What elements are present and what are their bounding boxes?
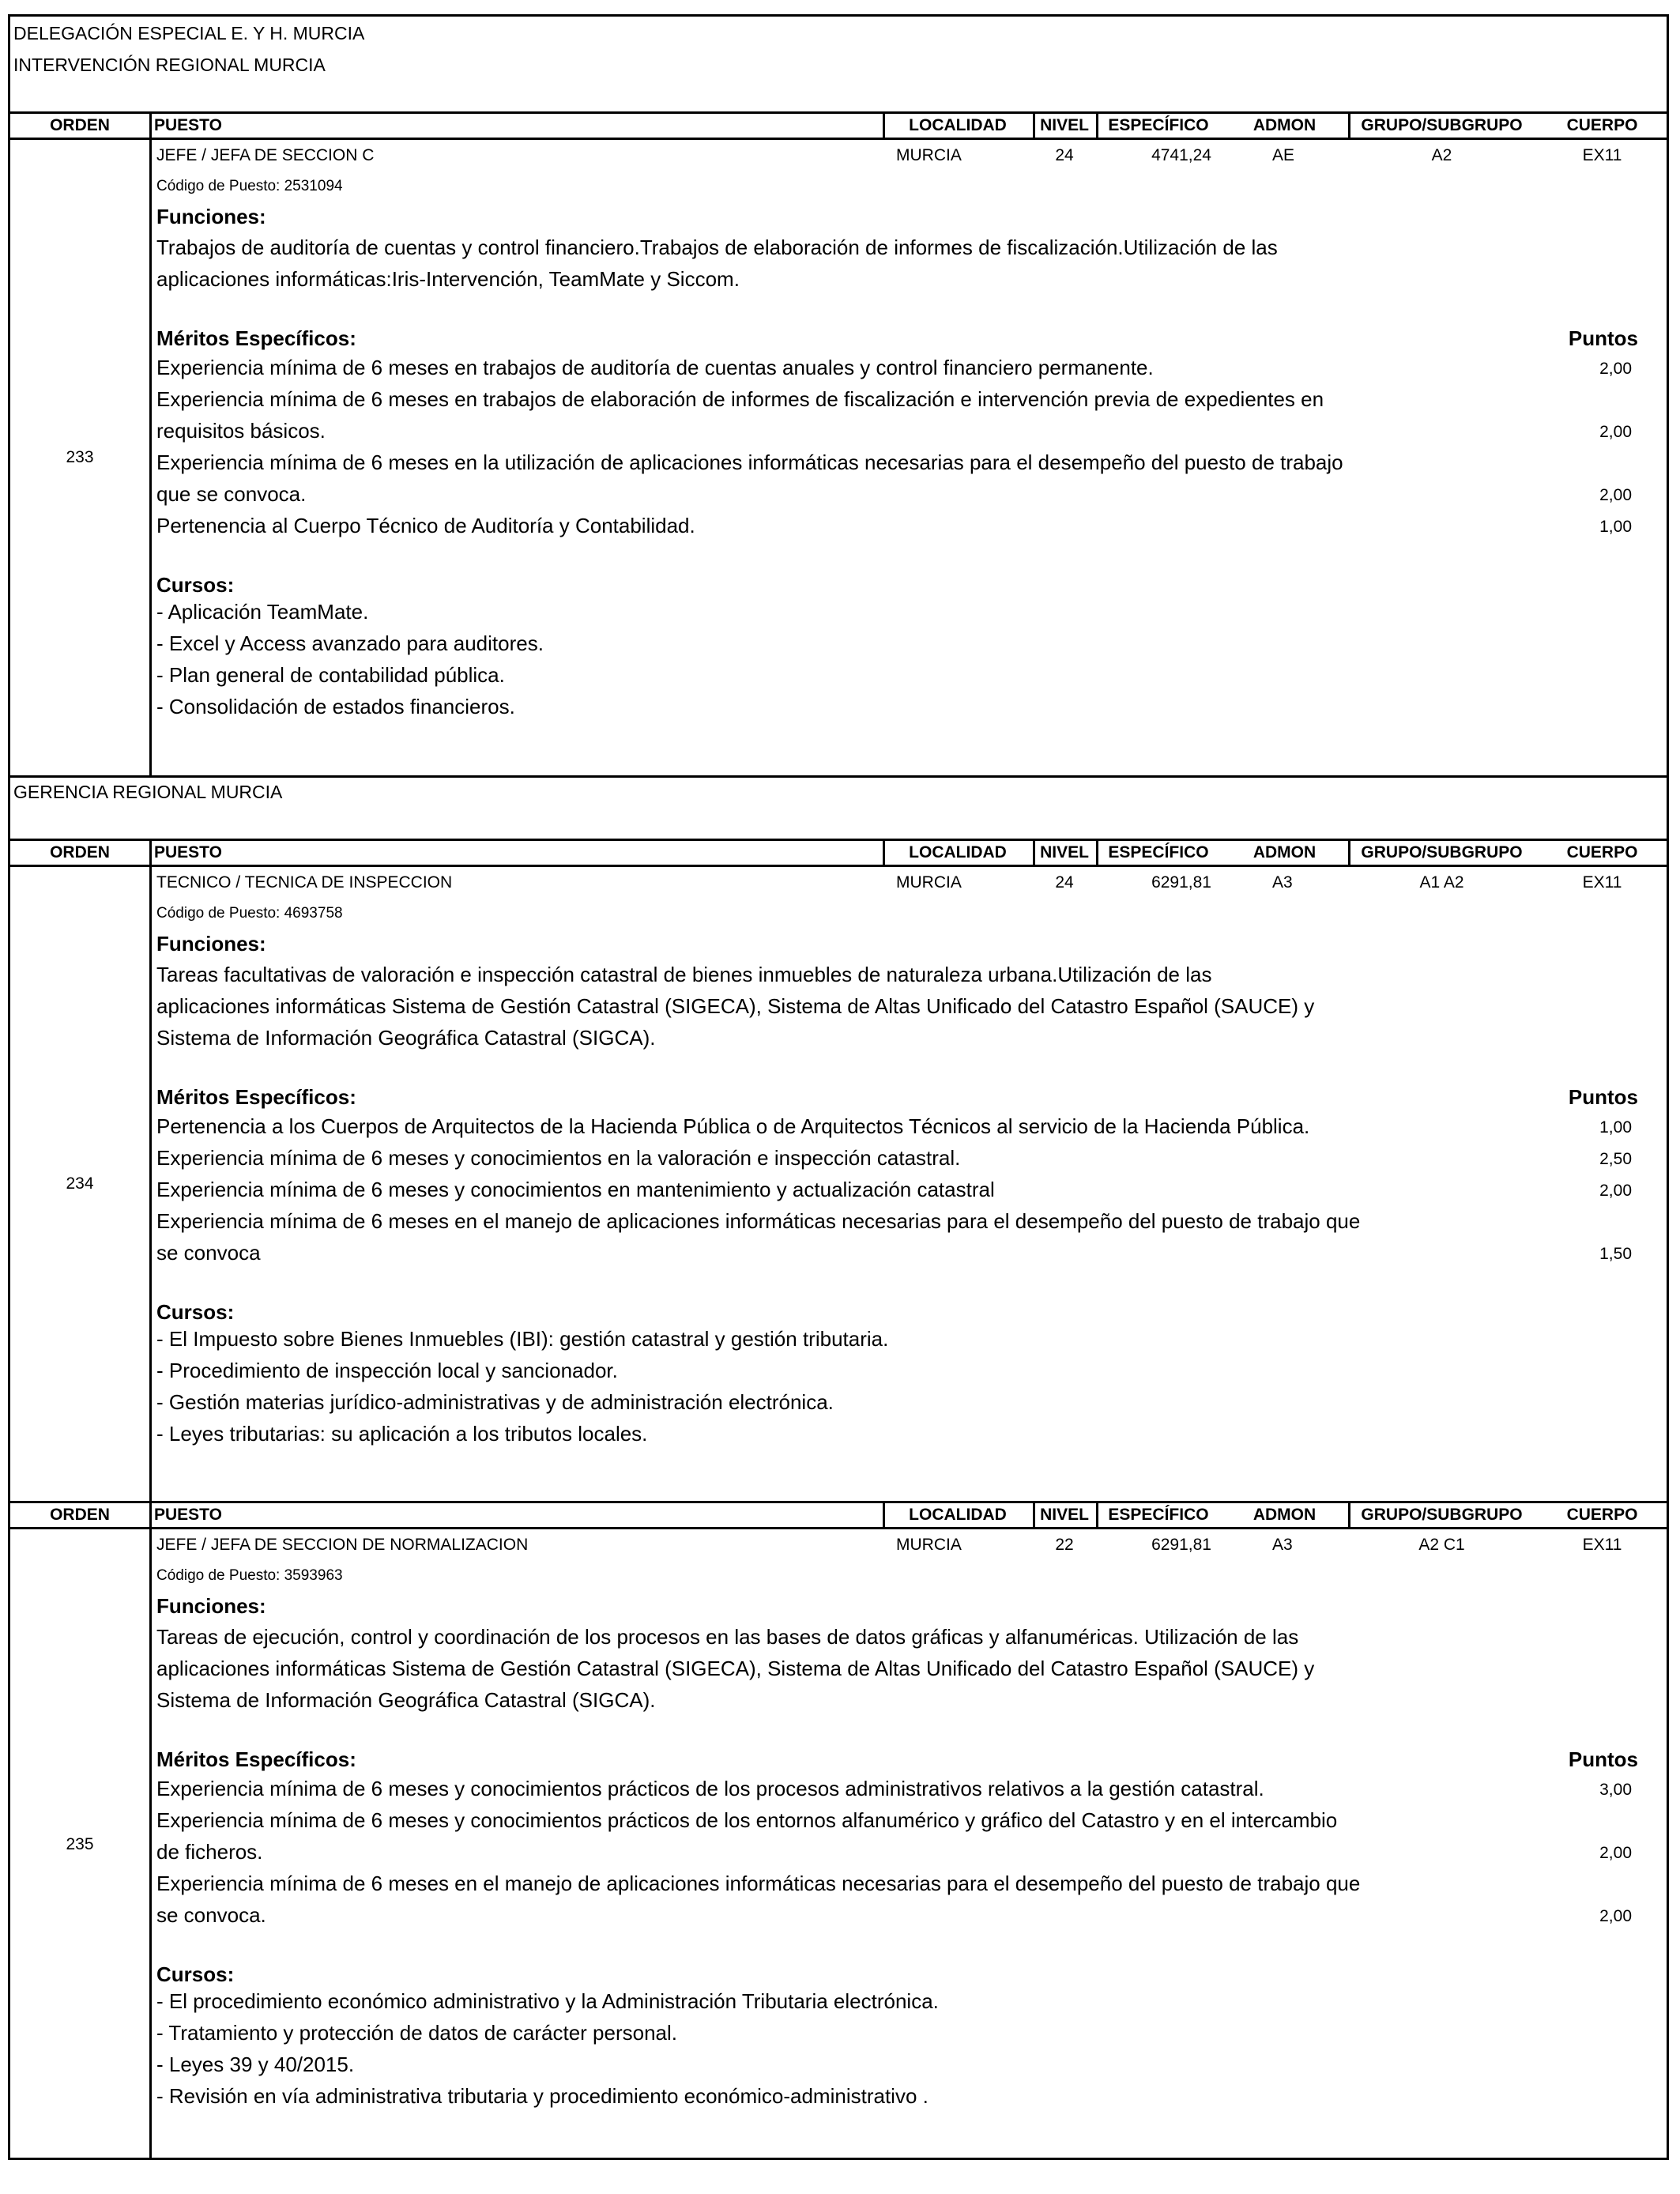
column-header-admon: ADMON <box>1252 1506 1317 1524</box>
cursos-title: Cursos: <box>156 1962 235 1986</box>
column-header-cuerpo: CUERPO <box>1566 843 1638 861</box>
job-admon: A3 <box>1272 873 1293 892</box>
column-header-gruposubgrupo: GRUPO/SUBGRUPO <box>1361 116 1523 134</box>
puesto-title: JEFE / JEFA DE SECCION DE NORMALIZACION <box>156 1536 529 1554</box>
merito-puntos: 1,50 <box>1599 1245 1632 1263</box>
merito-puntos: 3,00 <box>1599 1781 1632 1799</box>
merito-line: se convoca <box>156 1241 261 1265</box>
meritos-title: Méritos Específicos: <box>156 1747 356 1771</box>
curso-item: - El procedimiento económico administrativo y la Administración Tributaria electrónica. <box>156 1989 939 2013</box>
merito-line: Pertenencia a los Cuerpos de Arquitectos de la Hacienda Pública o de Arquitectos Técnicos al servicio de la Hacienda Pública. <box>156 1114 1310 1138</box>
curso-item: - Excel y Access avanzado para auditores. <box>156 631 544 655</box>
merito-puntos: 2,00 <box>1599 1844 1632 1862</box>
column-divider <box>149 841 152 865</box>
column-divider <box>1096 1503 1098 1527</box>
column-divider <box>1096 114 1098 138</box>
orden-divider <box>149 867 152 1501</box>
curso-item: - Revisión en vía administrativa tributaria y procedimiento económico-administrativo . <box>156 2084 929 2108</box>
job-admon: A3 <box>1272 1536 1293 1554</box>
funciones-title: Funciones: <box>156 932 266 956</box>
column-divider <box>1348 841 1350 865</box>
funciones-title: Funciones: <box>156 1594 266 1618</box>
section-header-line: GERENCIA REGIONAL MURCIA <box>13 782 283 802</box>
column-header-orden: ORDEN <box>50 1506 110 1524</box>
funciones-title: Funciones: <box>156 205 266 228</box>
job-admon: AE <box>1272 146 1295 164</box>
column-divider <box>149 1503 152 1527</box>
merito-puntos: 2,00 <box>1599 360 1632 378</box>
codigo-de-puesto: Código de Puesto: 4693758 <box>156 905 343 922</box>
curso-item: - Leyes 39 y 40/2015. <box>156 2053 355 2076</box>
merito-puntos: 2,00 <box>1599 423 1632 441</box>
job-especifico: 6291,81 <box>1151 873 1211 892</box>
cursos-title: Cursos: <box>156 1300 235 1324</box>
merito-line: Experiencia mínima de 6 meses en trabajos de auditoría de cuentas anuales y control financiero permanente. <box>156 356 1154 379</box>
column-header-puesto: PUESTO <box>154 1506 222 1524</box>
merito-puntos: 2,50 <box>1599 1150 1632 1168</box>
merito-line: Experiencia mínima de 6 meses y conocimientos prácticos de los entornos alfanumérico y gráfico del Catastro y en el intercambio <box>156 1808 1338 1832</box>
job-nivel: 24 <box>1055 146 1074 164</box>
merito-puntos: 2,00 <box>1599 1907 1632 1925</box>
column-divider <box>1348 1503 1350 1527</box>
funciones-line: Trabajos de auditoría de cuentas y control financiero.Trabajos de elaboración de informes de fiscalización.Utilización de las <box>156 236 1278 259</box>
orden-number: 233 <box>66 448 94 466</box>
column-header-localidad: LOCALIDAD <box>909 1506 1007 1524</box>
curso-item: - Procedimiento de inspección local y sancionador. <box>156 1359 618 1382</box>
column-header-cuerpo: CUERPO <box>1566 1506 1638 1524</box>
orden-number: 234 <box>66 1174 94 1193</box>
job-grupo: A1 A2 <box>1419 873 1464 892</box>
merito-puntos: 1,00 <box>1599 518 1632 536</box>
column-header-puesto: PUESTO <box>154 116 222 134</box>
column-divider <box>149 114 152 138</box>
column-divider <box>1033 1503 1035 1527</box>
merito-line: Pertenencia al Cuerpo Técnico de Auditoría y Contabilidad. <box>156 514 695 537</box>
orden-number: 235 <box>66 1835 94 1853</box>
column-header-nivel: NIVEL <box>1040 843 1089 861</box>
funciones-line: Tareas de ejecución, control y coordinación de los procesos en las bases de datos gráficas y alfanuméricas. Utilización de las <box>156 1625 1299 1649</box>
meritos-title: Méritos Específicos: <box>156 1085 356 1109</box>
section-divider <box>10 775 1667 778</box>
job-grupo: A2 <box>1431 146 1452 164</box>
column-header-cuerpo: CUERPO <box>1566 116 1638 134</box>
merito-line: Experiencia mínima de 6 meses en el manejo de aplicaciones informáticas necesarias para el desempeño del puesto de trabajo que <box>156 1209 1361 1233</box>
merito-line: de ficheros. <box>156 1840 263 1864</box>
column-divider <box>883 841 885 865</box>
column-header-orden: ORDEN <box>50 116 110 134</box>
funciones-line: aplicaciones informáticas Sistema de Gestión Catastral (SIGECA), Sistema de Altas Unificado del Catastro Español (SAUCE) y <box>156 994 1315 1018</box>
merito-puntos: 2,00 <box>1599 1182 1632 1200</box>
merito-line: Experiencia mínima de 6 meses y conocimientos en la valoración e inspección catastral. <box>156 1146 961 1170</box>
merito-line: que se convoca. <box>156 482 307 506</box>
column-header-especfico: ESPECÍFICO <box>1108 1506 1209 1524</box>
job-especifico: 6291,81 <box>1151 1536 1211 1554</box>
column-header-row <box>10 1501 1667 1529</box>
column-divider <box>1348 114 1350 138</box>
column-divider <box>883 1503 885 1527</box>
column-divider <box>1033 841 1035 865</box>
job-row <box>10 867 1667 1501</box>
curso-item: - Aplicación TeamMate. <box>156 600 369 624</box>
funciones-line: aplicaciones informáticas Sistema de Gestión Catastral (SIGECA), Sistema de Altas Unificado del Catastro Español (SAUCE) y <box>156 1657 1315 1680</box>
merito-puntos: 2,00 <box>1599 486 1632 504</box>
puntos-header: Puntos <box>1568 1085 1638 1109</box>
column-divider <box>1033 114 1035 138</box>
merito-line: requisitos básicos. <box>156 419 326 443</box>
column-header-puesto: PUESTO <box>154 843 222 861</box>
orden-divider <box>149 140 152 775</box>
codigo-de-puesto: Código de Puesto: 2531094 <box>156 178 343 194</box>
section-header-line: INTERVENCIÓN REGIONAL MURCIA <box>13 55 326 75</box>
curso-item: - Gestión materias jurídico-administrativas y de administración electrónica. <box>156 1390 834 1414</box>
curso-item: - Leyes tributarias: su aplicación a los tributos locales. <box>156 1422 648 1446</box>
funciones-line: Sistema de Información Geográfica Catastral (SIGCA). <box>156 1688 656 1712</box>
puntos-header: Puntos <box>1568 1747 1638 1771</box>
column-header-gruposubgrupo: GRUPO/SUBGRUPO <box>1361 843 1523 861</box>
job-cuerpo: EX11 <box>1582 1536 1622 1554</box>
merito-line: se convoca. <box>156 1903 266 1927</box>
job-localidad: MURCIA <box>896 1536 962 1554</box>
column-divider <box>1096 841 1098 865</box>
job-localidad: MURCIA <box>896 873 962 892</box>
column-header-nivel: NIVEL <box>1040 1506 1089 1524</box>
column-header-orden: ORDEN <box>50 843 110 861</box>
job-cuerpo: EX11 <box>1582 146 1622 164</box>
curso-item: - El Impuesto sobre Bienes Inmuebles (IBI): gestión catastral y gestión tributaria. <box>156 1327 889 1351</box>
job-nivel: 24 <box>1055 873 1074 892</box>
meritos-title: Méritos Específicos: <box>156 326 356 350</box>
merito-line: Experiencia mínima de 6 meses en la utilización de aplicaciones informáticas necesarias para el desempeño del puesto de trabajo <box>156 450 1343 474</box>
column-header-localidad: LOCALIDAD <box>909 116 1007 134</box>
merito-line: Experiencia mínima de 6 meses en el manejo de aplicaciones informáticas necesarias para el desempeño del puesto de trabajo que <box>156 1872 1361 1895</box>
job-grupo: A2 C1 <box>1418 1536 1465 1554</box>
column-header-especfico: ESPECÍFICO <box>1108 116 1209 134</box>
puntos-header: Puntos <box>1568 326 1638 350</box>
column-header-especfico: ESPECÍFICO <box>1108 843 1209 861</box>
job-row <box>10 140 1667 775</box>
funciones-line: aplicaciones informáticas:Iris-Intervención, TeamMate y Siccom. <box>156 267 740 291</box>
curso-item: - Plan general de contabilidad pública. <box>156 663 505 687</box>
column-header-nivel: NIVEL <box>1040 116 1089 134</box>
column-header-row <box>10 839 1667 867</box>
orden-divider <box>149 1529 152 2160</box>
funciones-line: Sistema de Información Geográfica Catastral (SIGCA). <box>156 1026 656 1050</box>
cursos-title: Cursos: <box>156 573 235 597</box>
column-header-gruposubgrupo: GRUPO/SUBGRUPO <box>1361 1506 1523 1524</box>
column-header-admon: ADMON <box>1252 843 1317 861</box>
section-header-line: DELEGACIÓN ESPECIAL E. Y H. MURCIA <box>13 23 365 43</box>
column-header-localidad: LOCALIDAD <box>909 843 1007 861</box>
job-nivel: 22 <box>1055 1536 1074 1554</box>
funciones-line: Tareas facultativas de valoración e inspección catastral de bienes inmuebles de naturaleza urbana.Utilización de las <box>156 963 1212 986</box>
curso-item: - Consolidación de estados financieros. <box>156 695 515 718</box>
merito-line: Experiencia mínima de 6 meses y conocimientos prácticos de los procesos administrativos relativos a la gestión catastral. <box>156 1777 1264 1800</box>
merito-line: Experiencia mínima de 6 meses en trabajos de elaboración de informes de fiscalización e intervención previa de expedientes en <box>156 387 1324 411</box>
merito-puntos: 1,00 <box>1599 1118 1632 1137</box>
curso-item: - Tratamiento y protección de datos de carácter personal. <box>156 2021 678 2045</box>
job-localidad: MURCIA <box>896 146 962 164</box>
merito-line: Experiencia mínima de 6 meses y conocimientos en mantenimiento y actualización catastral <box>156 1178 995 1201</box>
puesto-title: TECNICO / TECNICA DE INSPECCION <box>156 873 453 892</box>
job-especifico: 4741,24 <box>1151 146 1211 164</box>
column-header-admon: ADMON <box>1252 116 1317 134</box>
puesto-title: JEFE / JEFA DE SECCION C <box>156 146 375 164</box>
codigo-de-puesto: Código de Puesto: 3593963 <box>156 1567 343 1584</box>
column-header-row <box>10 111 1667 140</box>
column-divider <box>883 114 885 138</box>
document-page <box>8 14 1669 2160</box>
job-row <box>10 1529 1667 2160</box>
job-cuerpo: EX11 <box>1582 873 1622 892</box>
